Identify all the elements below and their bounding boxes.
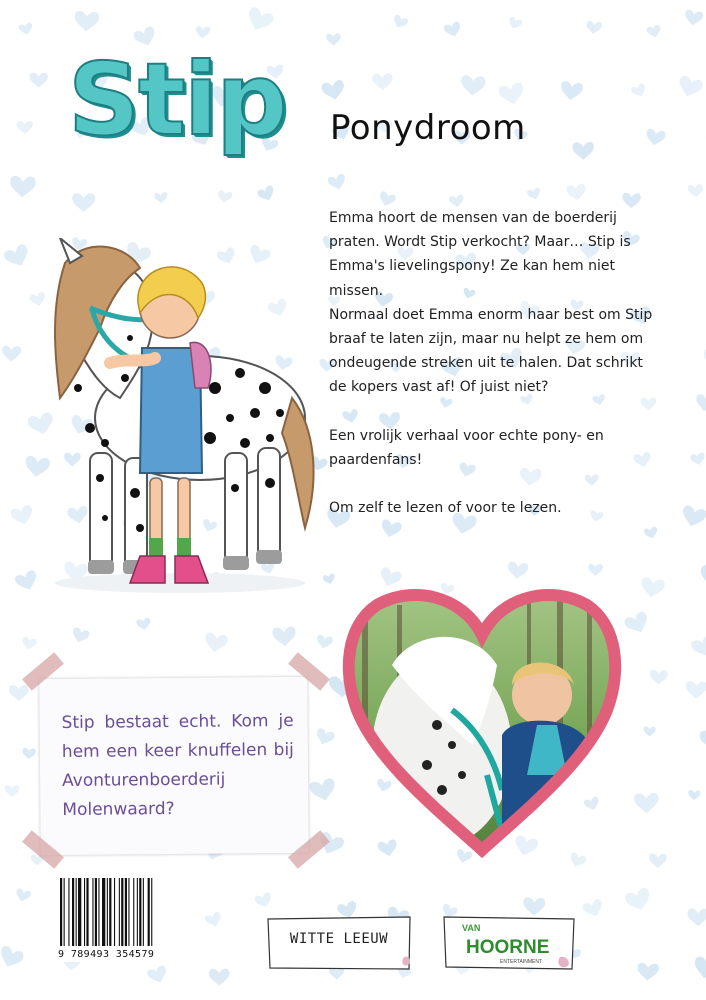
publisher-tagline: ENTERTAINMENT xyxy=(500,959,543,965)
van-hoorne-logo xyxy=(440,913,578,973)
witte-leeuw-logo xyxy=(264,913,414,973)
blurb-paragraph: Een vrolijk verhaal voor echte pony- en paardenfans! xyxy=(329,427,604,468)
blurb-paragraph: Normaal doet Emma enorm haar best om Stip braaf te laten zijn, maar nu helpt ze hem om ondeugende streken uit te halen. Dat schrikt de kopers vast af! Of juist niet? xyxy=(329,306,653,396)
series-title: Stip xyxy=(68,41,286,158)
publisher-name: HOORNE xyxy=(466,937,550,958)
publisher-prefix: VAN xyxy=(462,923,481,933)
note-text: Stip bestaat echt. Kom je hem een keer knuffelen bij Avonturenboerderij Molenwaard? xyxy=(61,710,294,820)
book-title: Ponydroom xyxy=(330,108,526,148)
heart-framed-photo xyxy=(342,575,622,860)
blurb-paragraph: Emma hoort de mensen van de boerderij praten. Wordt Stip verkocht? Maar… Stip is Emma's lievelingspony! Ze kan hem niet missen. xyxy=(329,210,631,299)
taped-note xyxy=(39,677,309,855)
back-cover-blurb xyxy=(329,206,659,520)
publisher-name: WITTE LEEUW xyxy=(289,931,389,947)
isbn-number: 9 789493 354579 xyxy=(58,949,155,960)
pony-and-girl-illustration xyxy=(30,238,320,628)
blurb-paragraph: Om zelf te lezen of voor te lezen. xyxy=(329,500,562,517)
